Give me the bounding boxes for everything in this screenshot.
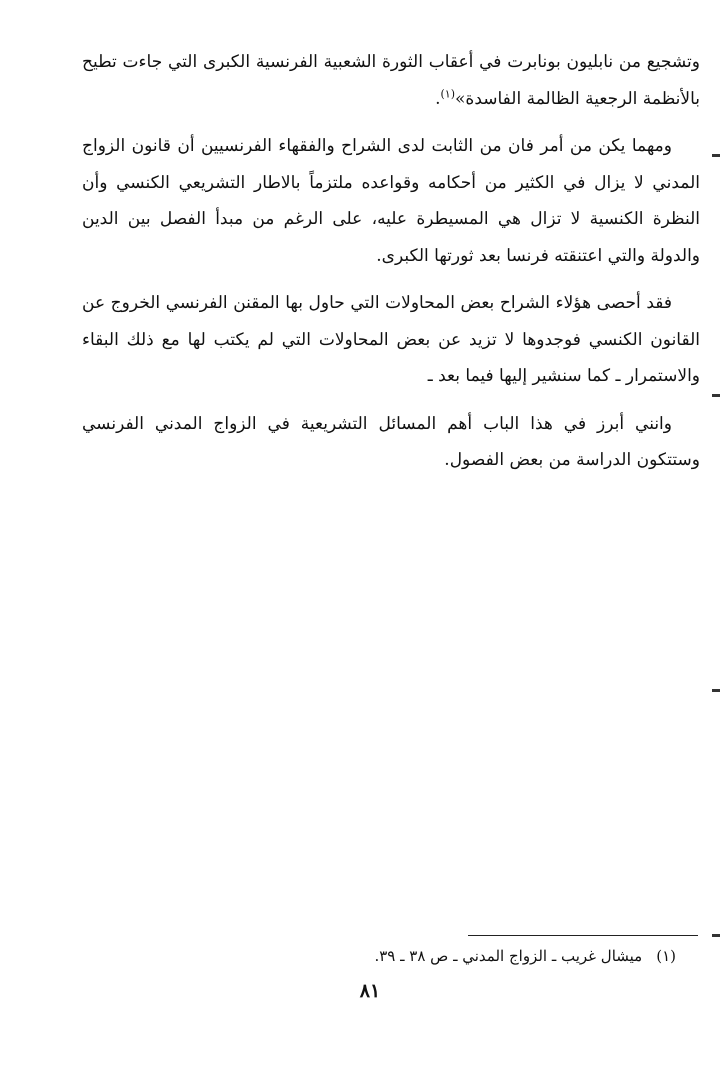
scan-edge-mark bbox=[712, 154, 720, 157]
footnote-text: ميشال غريب ـ الزواج المدني ـ ص ٣٨ ـ ٣٩. bbox=[374, 947, 643, 965]
paragraph-2: ومهما يكن من أمر فان من الثابت لدى الشراح والفقهاء الفرنسيين أن قانون الزواج المدني لا يزال في الكثير من أحكامه وقواعده ملتزماً بالاطار التشريعي الكنسي وأن النظرة الكنسية لا تزال هي المسيطرة عليه، على الرغم من مبدأ الفصل بين الدين والدولة والتي اعتنقته فرنسا بعد ثورتها الكبرى. bbox=[82, 136, 700, 266]
footnote-reference: (١) bbox=[440, 86, 456, 100]
page-number: ٨١ bbox=[359, 980, 381, 1002]
footnote-number: (١) bbox=[656, 947, 676, 965]
scan-edge-mark bbox=[712, 689, 720, 692]
paragraph-1-text: وتشجيع من نابليون بونابرت في أعقاب الثورة الشعبية الفرنسية الكبرى التي جاءت تطيح بالأنظمة الرجعية الظالمة الفاسدة» bbox=[82, 52, 700, 109]
paragraph-4: وانني أبرز في هذا الباب أهم المسائل التشريعية في الزواج المدني الفرنسي وستتكون الدراسة من بعض الفصول. bbox=[82, 413, 700, 470]
scan-edge-mark bbox=[712, 394, 720, 397]
scan-edge-mark bbox=[712, 934, 720, 937]
paragraph-1-end: . bbox=[435, 88, 441, 109]
paragraph-3: فقد أحصى هؤلاء الشراح بعض المحاولات التي حاول بها المقنن الفرنسي الخروج عن القانون الكنسي فوجدوها لا تزيد عن بعض المحاولات التي لم يكتب لها مع ذلك البقاء والاستمرار ـ كما سنشير إليها فيما بعد ـ bbox=[82, 293, 700, 386]
paragraph-1 bbox=[82, 44, 700, 117]
footnote-divider bbox=[468, 935, 698, 936]
footnote bbox=[280, 943, 676, 969]
body-text bbox=[82, 44, 700, 479]
